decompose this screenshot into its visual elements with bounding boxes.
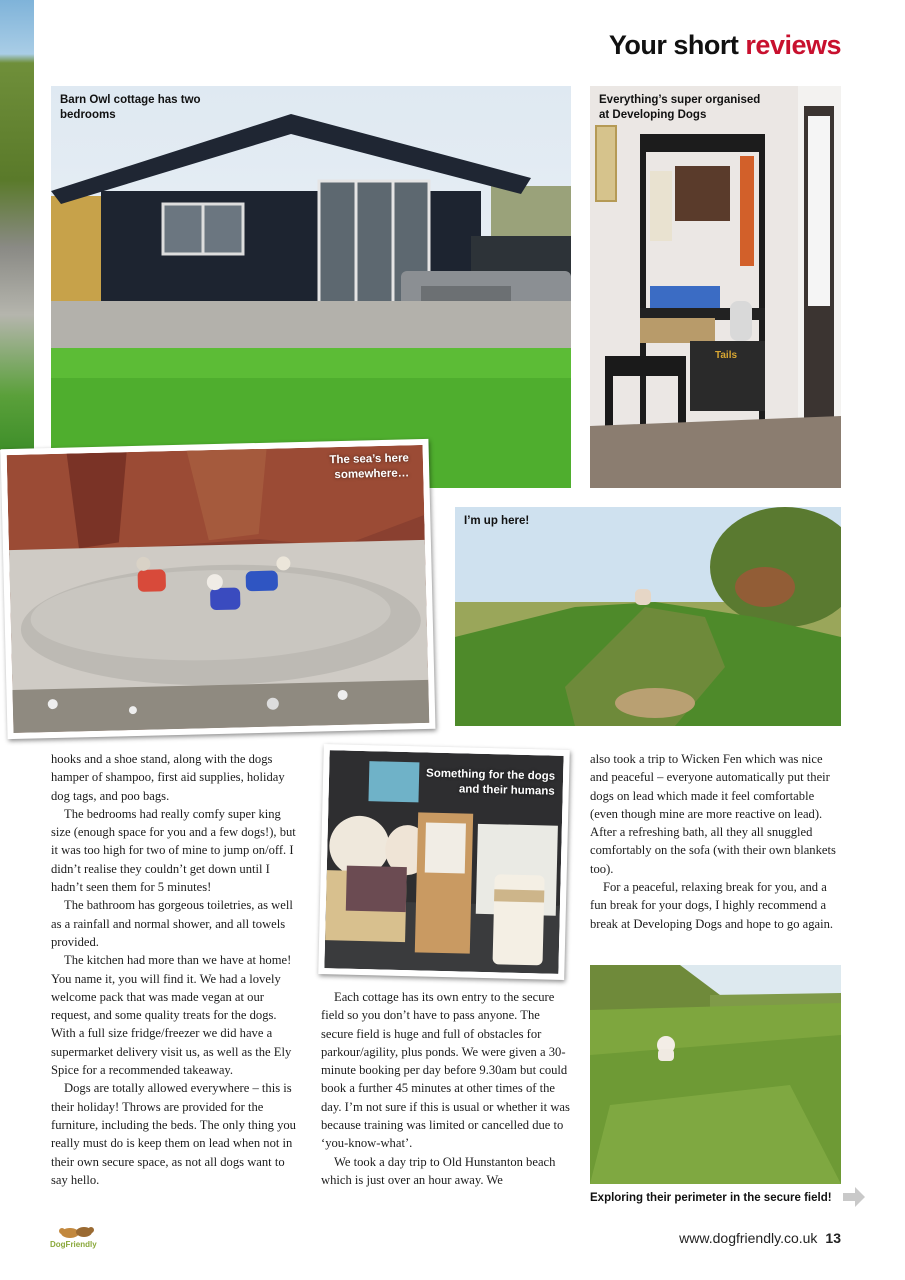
hallway-photo xyxy=(590,86,841,488)
welcome-pack-photo xyxy=(324,750,563,974)
page-title xyxy=(609,30,841,61)
article-column-2 xyxy=(321,988,571,1189)
website-url[interactable]: www.dogfriendly.co.uk xyxy=(679,1230,818,1246)
column3-paragraph: For a peaceful, relaxing break for you, and a fun break for your dogs, I highly recommend a break at Developing Dogs and hope to go again. xyxy=(590,880,834,931)
column1-paragraph: The bathroom has gorgeous toiletries, as well as a rainfall and normal shower, and all towels provided. xyxy=(51,898,293,949)
page-title-prefix: Your short xyxy=(608,30,739,60)
column3-paragraph: also took a trip to Wicken Fen which was nice and peaceful – everyone automatically put their dogs on lead which made it feel comfortable (even though mine are more reactive on lead). After a refreshing bath, all they all snuggled comfortably on the sofa (with their own blankets too). xyxy=(590,752,836,876)
field-caption: Exploring their perimeter in the secure field! xyxy=(590,1192,832,1204)
cottage-caption: Barn Owl cottage has two bedrooms xyxy=(60,94,201,121)
logo-text: DogFriendly xyxy=(50,1240,97,1249)
tails-sign: Tails xyxy=(715,350,738,361)
cottage-photo xyxy=(51,86,571,488)
hallway-illustration xyxy=(590,86,841,488)
previous-page-photo-edge xyxy=(0,0,34,450)
column2-paragraph: We took a day trip to Old Hunstanton beach which is just over an hour away. We xyxy=(321,1154,556,1187)
column1-paragraph: The bedrooms had really comfy super king size (enough space for you and a few dogs!), but it was too high for two of mine to jump on/off. I didn’t realise they couldn’t get down until I hadn’t seen them for 5 minutes! xyxy=(51,806,296,895)
article-column-3 xyxy=(590,750,841,933)
page-title-highlight: reviews xyxy=(745,30,841,60)
dogfriendly-logo xyxy=(50,1223,110,1251)
beach-photo xyxy=(7,445,430,733)
page-number: 13 xyxy=(825,1230,841,1246)
field-illustration xyxy=(590,965,841,1184)
article-column-1 xyxy=(51,750,303,1189)
hallway-caption: Everything’s super organised at Developing Dogs xyxy=(599,94,761,121)
beach-illustration xyxy=(7,445,430,733)
field-photo xyxy=(590,965,841,1184)
welcome-pack-caption: Something for the dogs and their humans xyxy=(425,767,556,798)
beach-photo-frame xyxy=(1,439,436,739)
column1-paragraph: Dogs are totally allowed everywhere – this is their holiday! Throws are provided for the furniture, including the beds. The only thing you really must do is keep them on lead when not in their own secure space, as not all dogs want to say hello. xyxy=(51,1081,296,1187)
beach-caption: The sea’s here somewhere… xyxy=(329,452,410,482)
welcome-pack-photo-frame xyxy=(318,744,570,980)
footer xyxy=(679,1230,841,1246)
column2-paragraph: Each cottage has its own entry to the secure field so you don’t have to pass anyone. The secure field is huge and full of obstacles for parkour/agility, plus ponds. We were given a 30-minute booking per day before 9.30am but could book a further 45 minutes at other times of the day. I’m not sure if this is usual or whether it was because training was limited or cancelled due to ‘you-know-what’. xyxy=(321,990,570,1151)
column1-paragraph: hooks and a shoe stand, along with the dogs hamper of shampoo, first aid supplies, holiday dog tags, and poo bags. xyxy=(51,752,285,803)
hill-photo xyxy=(455,507,841,726)
cottage-illustration xyxy=(51,86,571,488)
column1-paragraph: The kitchen had more than we have at home! You name it, you will find it. We had a lovely welcome pack that was made vegan at our request, and some quality treats for the dogs. With a full size fridge/freezer we did have a supermarket delivery visit us, as well as the Ely Spice for a recommended takeaway. xyxy=(51,953,292,1078)
hill-caption: I’m up here! xyxy=(464,515,530,527)
continue-arrow-icon xyxy=(843,1187,865,1212)
hill-illustration xyxy=(455,507,841,726)
